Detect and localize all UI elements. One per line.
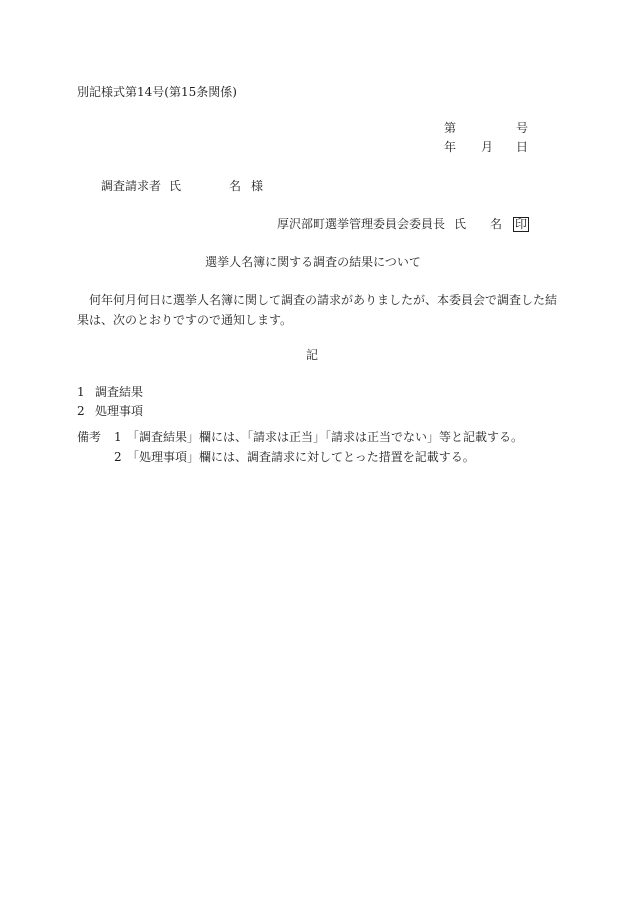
date-year: 年	[444, 140, 457, 154]
body-line-1: 何年何月何日に選挙人名簿に関して調査の請求がありましたが、本委員会で調査した結	[89, 293, 558, 307]
sender-title: 厚沢部町選挙管理委員会委員長	[277, 217, 446, 231]
addressee-honorific: 様	[251, 179, 264, 193]
addressee-role: 調査請求者	[101, 179, 162, 193]
date-month: 月	[481, 140, 494, 154]
body-line-2: 果は、次のとおりですので通知します。	[77, 313, 293, 327]
ki-heading: 記	[305, 348, 318, 362]
item-number: 1	[77, 385, 85, 399]
item-label: 処理事項	[95, 404, 144, 418]
item-number: 2	[77, 404, 85, 418]
addressee-name-last: 名	[229, 179, 242, 193]
doc-number-suffix: 号	[516, 121, 529, 135]
sender-name-first: 氏	[454, 217, 467, 231]
document-title: 選挙人名簿に関する調査の結果について	[205, 255, 421, 269]
note-text: 「調査結果」欄には、「請求は正当」「請求は正当でない」等と記載する。	[127, 430, 524, 444]
date-day: 日	[516, 140, 529, 154]
sender-name-last: 名	[490, 217, 503, 231]
doc-number-prefix: 第	[444, 121, 457, 135]
note-text: 「処理事項」欄には、調査請求に対してとった措置を記載する。	[127, 450, 475, 464]
note-number: 2	[114, 450, 122, 464]
notes-label: 備考	[77, 430, 102, 444]
addressee-name-first: 氏	[169, 179, 182, 193]
form-label: 別記様式第14号(第15条関係)	[77, 85, 237, 99]
seal-box	[513, 216, 529, 232]
note-number: 1	[114, 430, 122, 444]
seal-mark: 印	[515, 217, 528, 231]
item-label: 調査結果	[95, 385, 144, 399]
